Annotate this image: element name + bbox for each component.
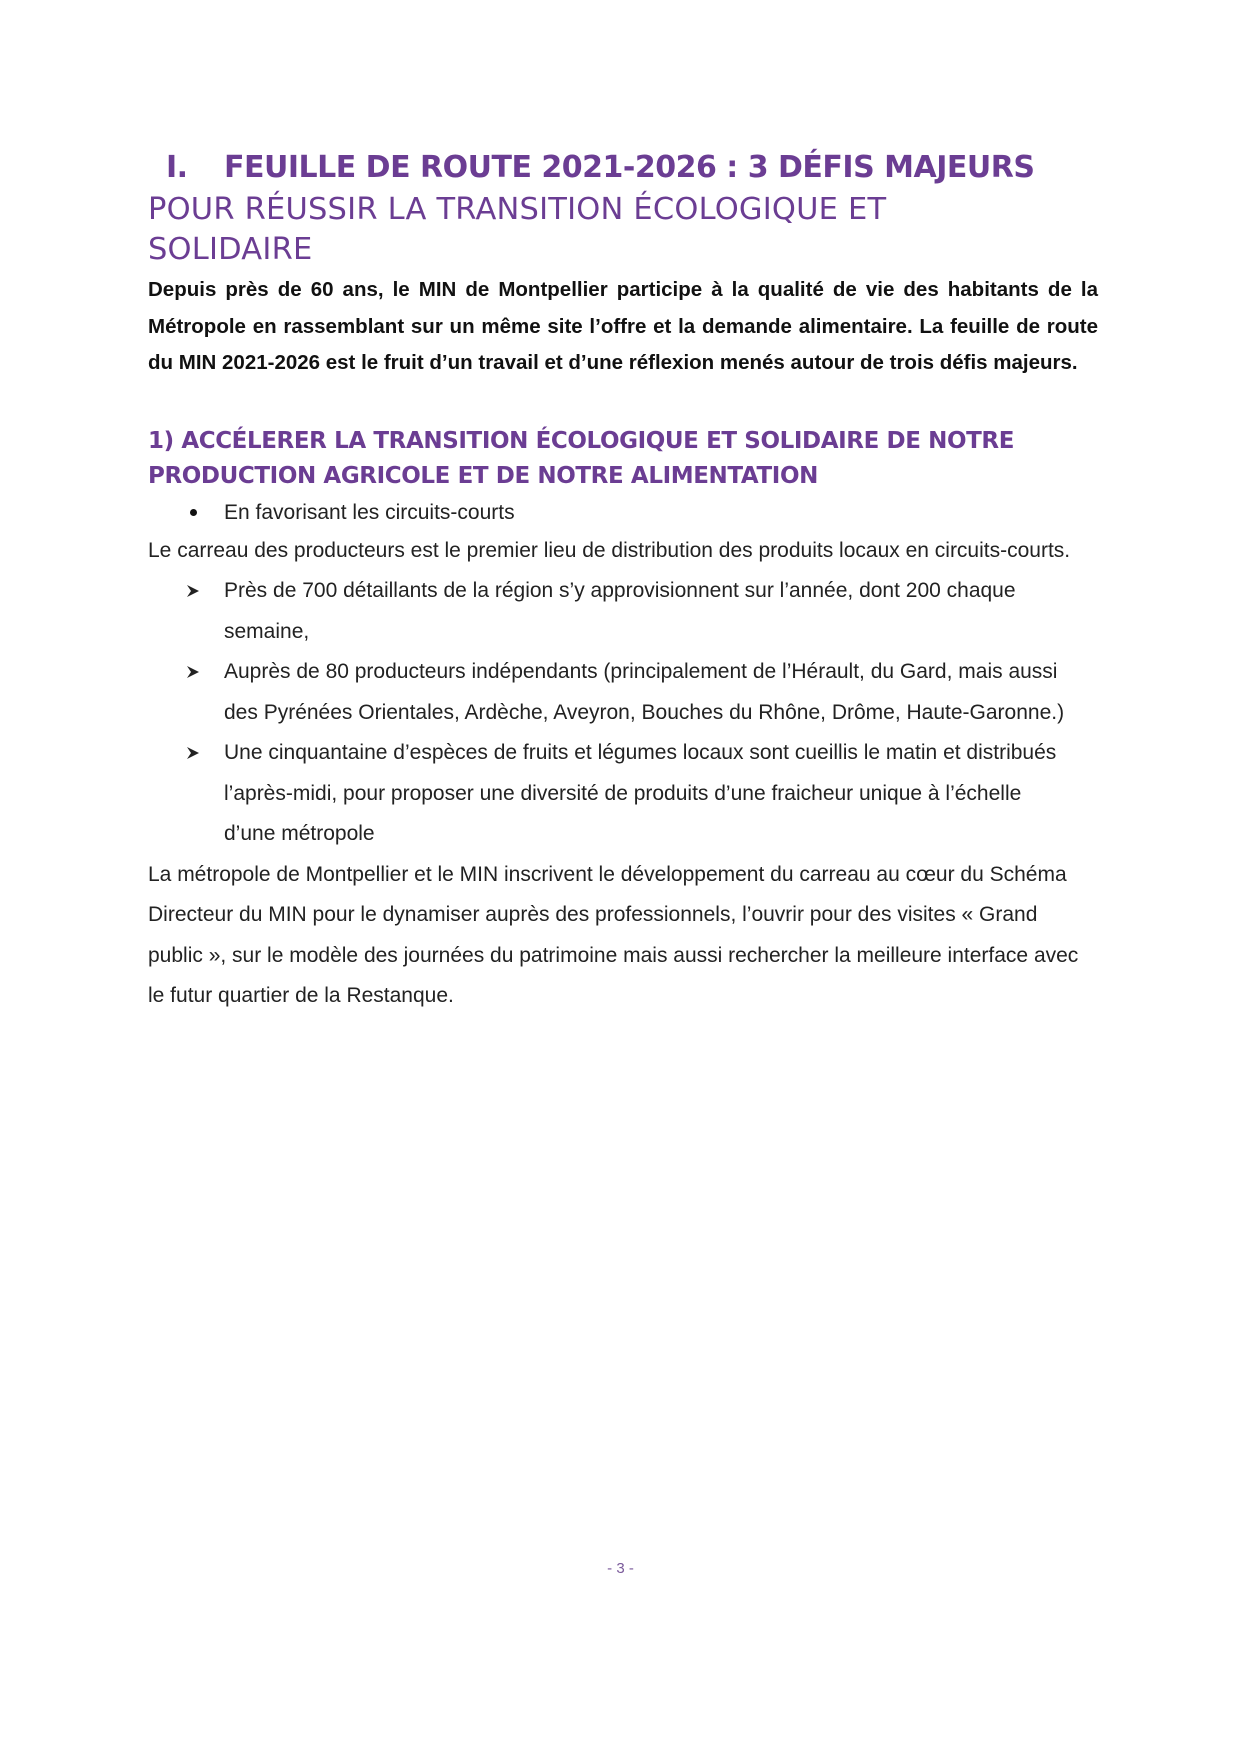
section-number: I. bbox=[166, 150, 188, 185]
document-page bbox=[148, 146, 1098, 1017]
section-subtitle: POUR RÉUSSIR LA TRANSITION ÉCOLOGIQUE ET SOLIDAIRE bbox=[148, 192, 887, 267]
intro-paragraph: Le carreau des producteurs est le premier lieu de distribution des produits locaux en circuits-courts. bbox=[148, 538, 1071, 562]
bullet-dot-icon bbox=[190, 509, 197, 516]
list-item bbox=[148, 733, 1098, 855]
bullet-item bbox=[148, 494, 1098, 531]
list-item bbox=[148, 571, 1098, 652]
section-title: FEUILLE DE ROUTE 2021-2026 : 3 DÉFIS MAJEURS bbox=[224, 150, 1035, 185]
list-item-text: Auprès de 80 producteurs indépendants (principalement de l’Hérault, du Gard, mais aussi des Pyrénées Orientales, Ardèche, Aveyron, Bouches du Rhône, Drôme, Haute-Garonne.) bbox=[224, 660, 1065, 724]
bullet-text: En favorisant les circuits-courts bbox=[224, 500, 515, 524]
arrow-bullet-icon bbox=[186, 584, 200, 598]
subsection-title: 1) ACCÉLERER LA TRANSITION ÉCOLOGIQUE ET SOLIDAIRE DE NOTRE PRODUCTION AGRICOLE ET DE NOTRE ALIMENTATION bbox=[148, 427, 1015, 489]
section-heading bbox=[148, 146, 1098, 190]
arrow-bullet-icon bbox=[186, 746, 200, 760]
lead-paragraph: Depuis près de 60 ans, le MIN de Montpellier participe à la qualité de vie des habitants de la Métropole en rassemblant sur un même site l’offre et la demande alimentaire. La feuille de route du MIN 2021-2026 est le fruit d’un travail et d’une réflexion menés autour de trois défis majeurs. bbox=[148, 278, 1098, 374]
list-item-text: Une cinquantaine d’espèces de fruits et légumes locaux sont cueillis le matin et distribués l’après-midi, pour proposer une diversité de produits d’une fraicheur unique à l’échelle d’une métropole bbox=[224, 741, 1057, 845]
page-number: - 3 - bbox=[607, 1560, 634, 1577]
arrow-bullet-icon bbox=[186, 665, 200, 679]
list-item bbox=[148, 652, 1098, 733]
closing-paragraph: La métropole de Montpellier et le MIN inscrivent le développement du carreau au cœur du Schéma Directeur du MIN pour le dynamiser auprès des professionnels, l’ouvrir pour des visites « Grand public », sur le modèle des journées du patrimoine mais aussi rechercher la meilleure interface avec le futur quartier de la Restanque. bbox=[148, 862, 1079, 1007]
list-item-text: Près de 700 détaillants de la région s’y approvisionnent sur l’année, dont 200 chaque semaine, bbox=[224, 579, 1016, 643]
arrow-list bbox=[148, 571, 1098, 855]
